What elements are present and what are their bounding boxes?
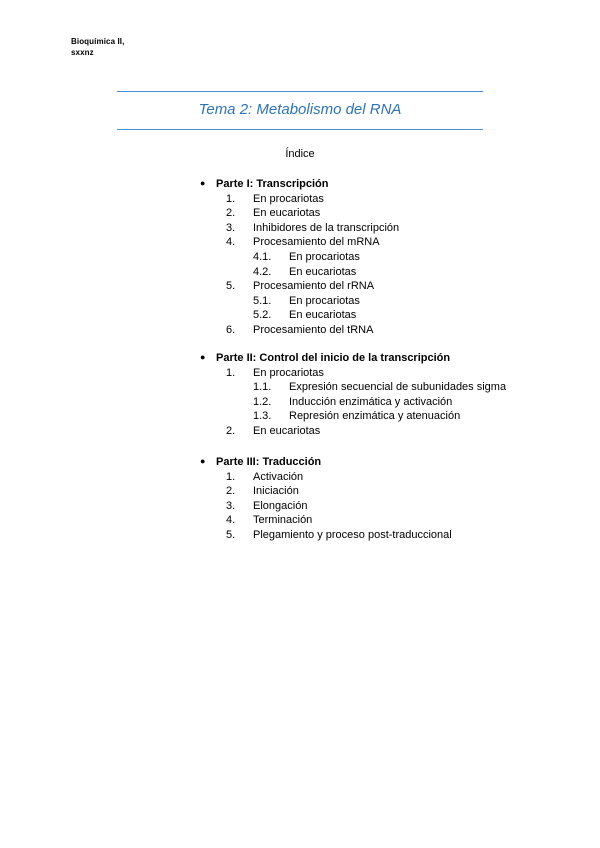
toc-part-label: Parte I: Transcripción (216, 178, 329, 190)
toc-item-number: 4. (226, 514, 236, 527)
title-rule-top (117, 91, 483, 92)
toc-item-text: Procesamiento del mRNA (253, 236, 380, 249)
toc-item-number: 4. (226, 236, 236, 249)
toc-item-number: 2. (226, 207, 236, 220)
toc-item-text: En procariotas (253, 366, 324, 379)
toc-item-number: 5. (226, 280, 236, 293)
toc-item-number: 2. (226, 485, 236, 498)
toc-item-text: Procesamiento del rRNA (253, 280, 375, 293)
toc-item-number: 4.2. (253, 265, 272, 278)
toc-item-number: 4.1. (253, 251, 272, 263)
toc-item-text: En eucariotas (289, 309, 357, 322)
index-heading: Índice (285, 148, 315, 160)
toc-item-text: Iniciación (253, 485, 299, 498)
toc-item-number: 1.3. (253, 410, 272, 423)
toc-item-number: 6. (226, 324, 236, 336)
toc-item-number: 1. (226, 192, 236, 205)
toc-item-text: En eucariotas (253, 425, 321, 437)
toc-item-text: Expresión secuencial de subunidades sigma (289, 381, 507, 394)
header-line-1: Bioquímica II, (71, 37, 125, 46)
toc-item-text: Plegamiento y proceso post-traduccional (253, 529, 452, 541)
toc-item-number: 1.2. (253, 395, 272, 408)
toc-item-number: 5. (226, 529, 236, 541)
toc-item-text: En procariotas (253, 192, 324, 205)
header-line-2: sxxnz (71, 48, 94, 57)
toc-item-number: 2. (226, 425, 236, 437)
toc-item-text: En procariotas (289, 251, 360, 263)
toc-item-number: 5.1. (253, 294, 272, 307)
document-header (71, 36, 124, 58)
toc-item-text: Activación (253, 470, 304, 483)
toc-item-number: 3. (226, 221, 236, 234)
toc-item-number: 1. (226, 366, 236, 379)
toc-item-number: 1.1. (253, 381, 272, 394)
toc-item-text: En eucariotas (253, 207, 321, 220)
toc-item-text: En procariotas (289, 294, 360, 307)
bullet-icon: ● (200, 352, 206, 362)
bullet-icon: ● (200, 178, 206, 188)
toc-item-number: 3. (226, 499, 236, 512)
toc-part-label: Parte III: Traducción (216, 456, 322, 468)
toc-item-text: Elongación (253, 499, 308, 512)
toc-item-number: 5.2. (253, 309, 272, 322)
title-rule-bottom (117, 129, 483, 130)
toc-item-text: En eucariotas (289, 265, 357, 278)
toc-item-text: Terminación (253, 514, 313, 527)
toc-part-label: Parte II: Control del inicio de la transcripción (216, 352, 451, 364)
toc-item-text: Inducción enzimática y activación (289, 395, 453, 408)
document-title: Tema 2: Metabolismo del RNA (198, 101, 402, 118)
bullet-icon: ● (200, 456, 206, 466)
toc-item-text: Procesamiento del tRNA (253, 324, 374, 336)
toc-item-text: Represión enzimática y atenuación (289, 410, 461, 423)
toc-item-number: 1. (226, 470, 236, 483)
toc-item-text: Inhibidores de la transcripción (253, 221, 400, 234)
